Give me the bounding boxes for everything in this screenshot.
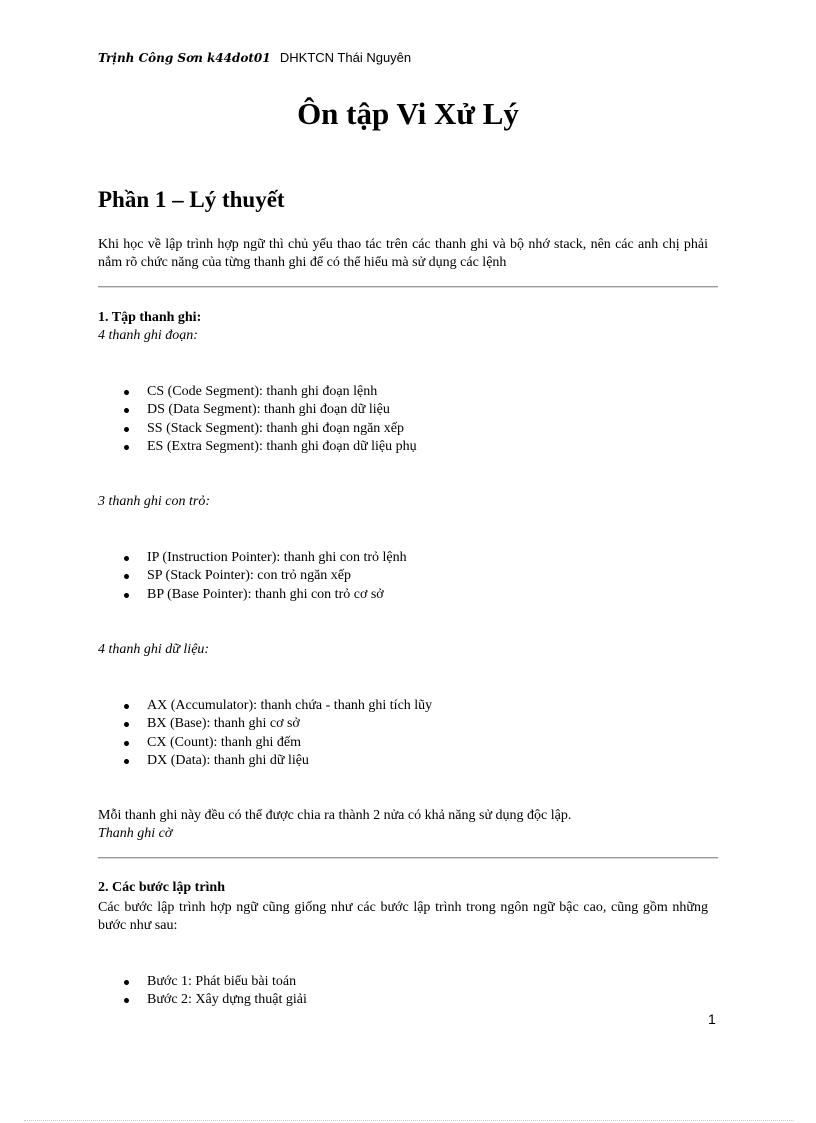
flags-register-label: Thanh ghi cờ xyxy=(98,826,173,841)
list-item: IP (Instruction Pointer): thanh ghi con trỏ lệnh xyxy=(98,549,407,567)
divider-1 xyxy=(98,286,718,288)
page-header xyxy=(98,50,411,66)
page-bottom-border xyxy=(24,1120,794,1121)
list-item: CS (Code Segment): thanh ghi đoạn lệnh xyxy=(98,383,417,401)
data-registers-label: 4 thanh ghi dữ liệu: xyxy=(98,642,210,657)
document-title: Ôn tập Vi Xử Lý xyxy=(297,96,519,131)
header-author: Trịnh Công Sơn k44dot01 xyxy=(98,51,271,65)
list-item: SP (Stack Pointer): con trỏ ngăn xếp xyxy=(98,567,407,585)
list-item: DS (Data Segment): thanh ghi đoạn dữ liệu xyxy=(98,401,417,419)
programming-steps-list xyxy=(98,973,307,1010)
section-heading-registers: 1. Tập thanh ghi: xyxy=(98,310,202,325)
section-heading-steps: 2. Các bước lập trình xyxy=(98,880,225,895)
list-item: SS (Stack Segment): thanh ghi đoạn ngăn xếp xyxy=(98,420,417,438)
register-split-note: Mỗi thanh ghi này đều có thể được chia ra thành 2 nửa có khả năng sử dụng độc lập. xyxy=(98,808,572,823)
part-heading: Phần 1 – Lý thuyết xyxy=(98,187,285,212)
steps-intro-paragraph: Các bước lập trình hợp ngữ cũng giống như các bước lập trình trong ngôn ngữ bậc cao, cũng gồm những bước như sau: xyxy=(98,900,708,933)
header-school: DHKTCN Thái Nguyên xyxy=(279,50,412,65)
pointer-registers-label: 3 thanh ghi con trỏ: xyxy=(98,494,210,509)
data-register-list xyxy=(98,697,432,770)
list-item: BX (Base): thanh ghi cơ sở xyxy=(98,715,432,733)
list-item: Bước 1: Phát biểu bài toán xyxy=(98,973,307,991)
segment-register-list xyxy=(98,383,417,456)
segment-registers-label: 4 thanh ghi đoạn: xyxy=(98,328,198,343)
page-number: 1 xyxy=(708,1011,716,1027)
list-item: ES (Extra Segment): thanh ghi đoạn dữ liệu phụ xyxy=(98,438,417,456)
intro-paragraph: Khi học về lập trình hợp ngữ thì chủ yếu thao tác trên các thanh ghi và bộ nhớ stack, nên các anh chị phải nắm rõ chức năng của từng thanh ghi để có thể hiểu mà sử dụng các lệnh xyxy=(98,237,708,270)
list-item: CX (Count): thanh ghi đếm xyxy=(98,734,432,752)
list-item: DX (Data): thanh ghi dữ liệu xyxy=(98,752,432,770)
list-item: Bước 2: Xây dựng thuật giải xyxy=(98,991,307,1009)
list-item: AX (Accumulator): thanh chứa - thanh ghi tích lũy xyxy=(98,697,432,715)
divider-2 xyxy=(98,857,718,859)
list-item: BP (Base Pointer): thanh ghi con trỏ cơ sở xyxy=(98,586,407,604)
pointer-register-list xyxy=(98,549,407,604)
